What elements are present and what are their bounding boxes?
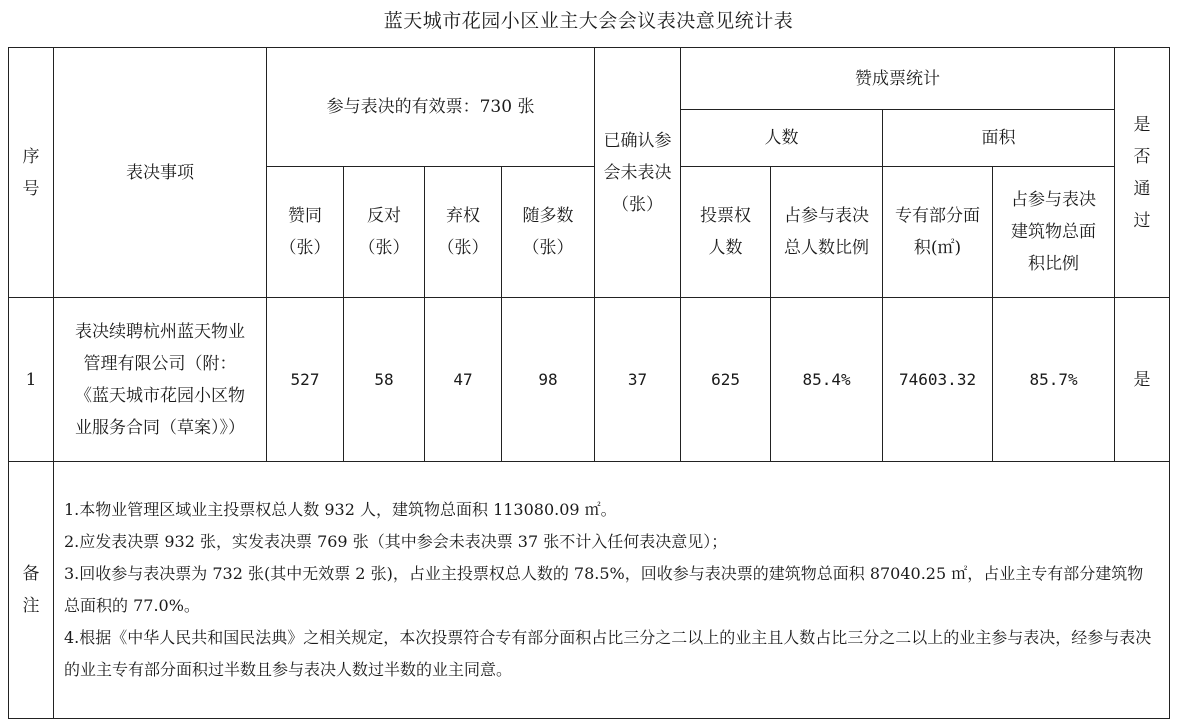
header-people-ratio: 占参与表决总人数比例 bbox=[771, 167, 883, 298]
cell-voter-count: 625 bbox=[681, 298, 771, 462]
header-oppose: 反对（张） bbox=[344, 167, 425, 298]
cell-item: 表决续聘杭州蓝天物业管理有限公司（附：《蓝天城市花园小区物业服务合同（草案）》） bbox=[54, 298, 267, 462]
cell-seq: 1 bbox=[9, 298, 54, 462]
note-line: 2.应发表决票 932 张，实发表决票 769 张（其中参会未表决票 37 张不计入任何表决意见）； bbox=[64, 532, 728, 551]
header-approval-stats: 赞成票统计 bbox=[681, 48, 1115, 110]
notes-label: 备注 bbox=[9, 462, 54, 719]
cell-passed: 是 bbox=[1115, 298, 1170, 462]
header-item: 表决事项 bbox=[54, 48, 267, 298]
header-agree: 赞同（张） bbox=[267, 167, 344, 298]
cell-abstain: 47 bbox=[425, 298, 502, 462]
header-people: 人数 bbox=[681, 110, 883, 167]
cell-absent-confirmed: 37 bbox=[595, 298, 681, 462]
vote-statistics-table bbox=[8, 47, 1170, 719]
table-row bbox=[9, 298, 1170, 462]
cell-agree: 527 bbox=[267, 298, 344, 462]
header-exclusive-area: 专有部分面积(㎡) bbox=[883, 167, 993, 298]
header-abstain: 弃权（张） bbox=[425, 167, 502, 298]
header-seq: 序号 bbox=[9, 48, 54, 298]
note-line: 3.回收参与表决票为 732 张(其中无效票 2 张)，占业主投票权总人数的 78.5%，回收参与表决票的建筑物总面积 87040.25 ㎡，占业主专有部分建筑物总面积的 77.0%。 bbox=[64, 564, 1144, 615]
cell-exclusive-area: 74603.32 bbox=[883, 298, 993, 462]
header-area: 面积 bbox=[883, 110, 1115, 167]
note-line: 4.根据《中华人民共和国民法典》之相关规定，本次投票符合专有部分面积占比三分之二以上的业主且人数占比三分之二以上的业主参与表决，经参与表决的业主专有部分面积过半数且参与表决人数过半数的业主同意。 bbox=[64, 628, 1152, 679]
cell-people-ratio: 85.4% bbox=[771, 298, 883, 462]
header-absent-confirmed: 已确认参会未表决（张） bbox=[595, 48, 681, 298]
header-follow-majority: 随多数（张） bbox=[502, 167, 595, 298]
page-title: 蓝天城市花园小区业主大会会议表决意见统计表 bbox=[383, 10, 794, 32]
cell-follow-majority: 98 bbox=[502, 298, 595, 462]
header-area-ratio: 占参与表决建筑物总面积比例 bbox=[993, 167, 1115, 298]
header-voter-count: 投票权人数 bbox=[681, 167, 771, 298]
header-valid-votes: 参与表决的有效票：730 张 bbox=[267, 48, 595, 167]
header-passed: 是否通过 bbox=[1115, 48, 1170, 298]
note-line: 1.本物业管理区域业主投票权总人数 932 人，建筑物总面积 113080.09 ㎡。 bbox=[64, 500, 617, 519]
cell-oppose: 58 bbox=[344, 298, 425, 462]
cell-area-ratio: 85.7% bbox=[993, 298, 1115, 462]
notes-content bbox=[54, 462, 1170, 719]
